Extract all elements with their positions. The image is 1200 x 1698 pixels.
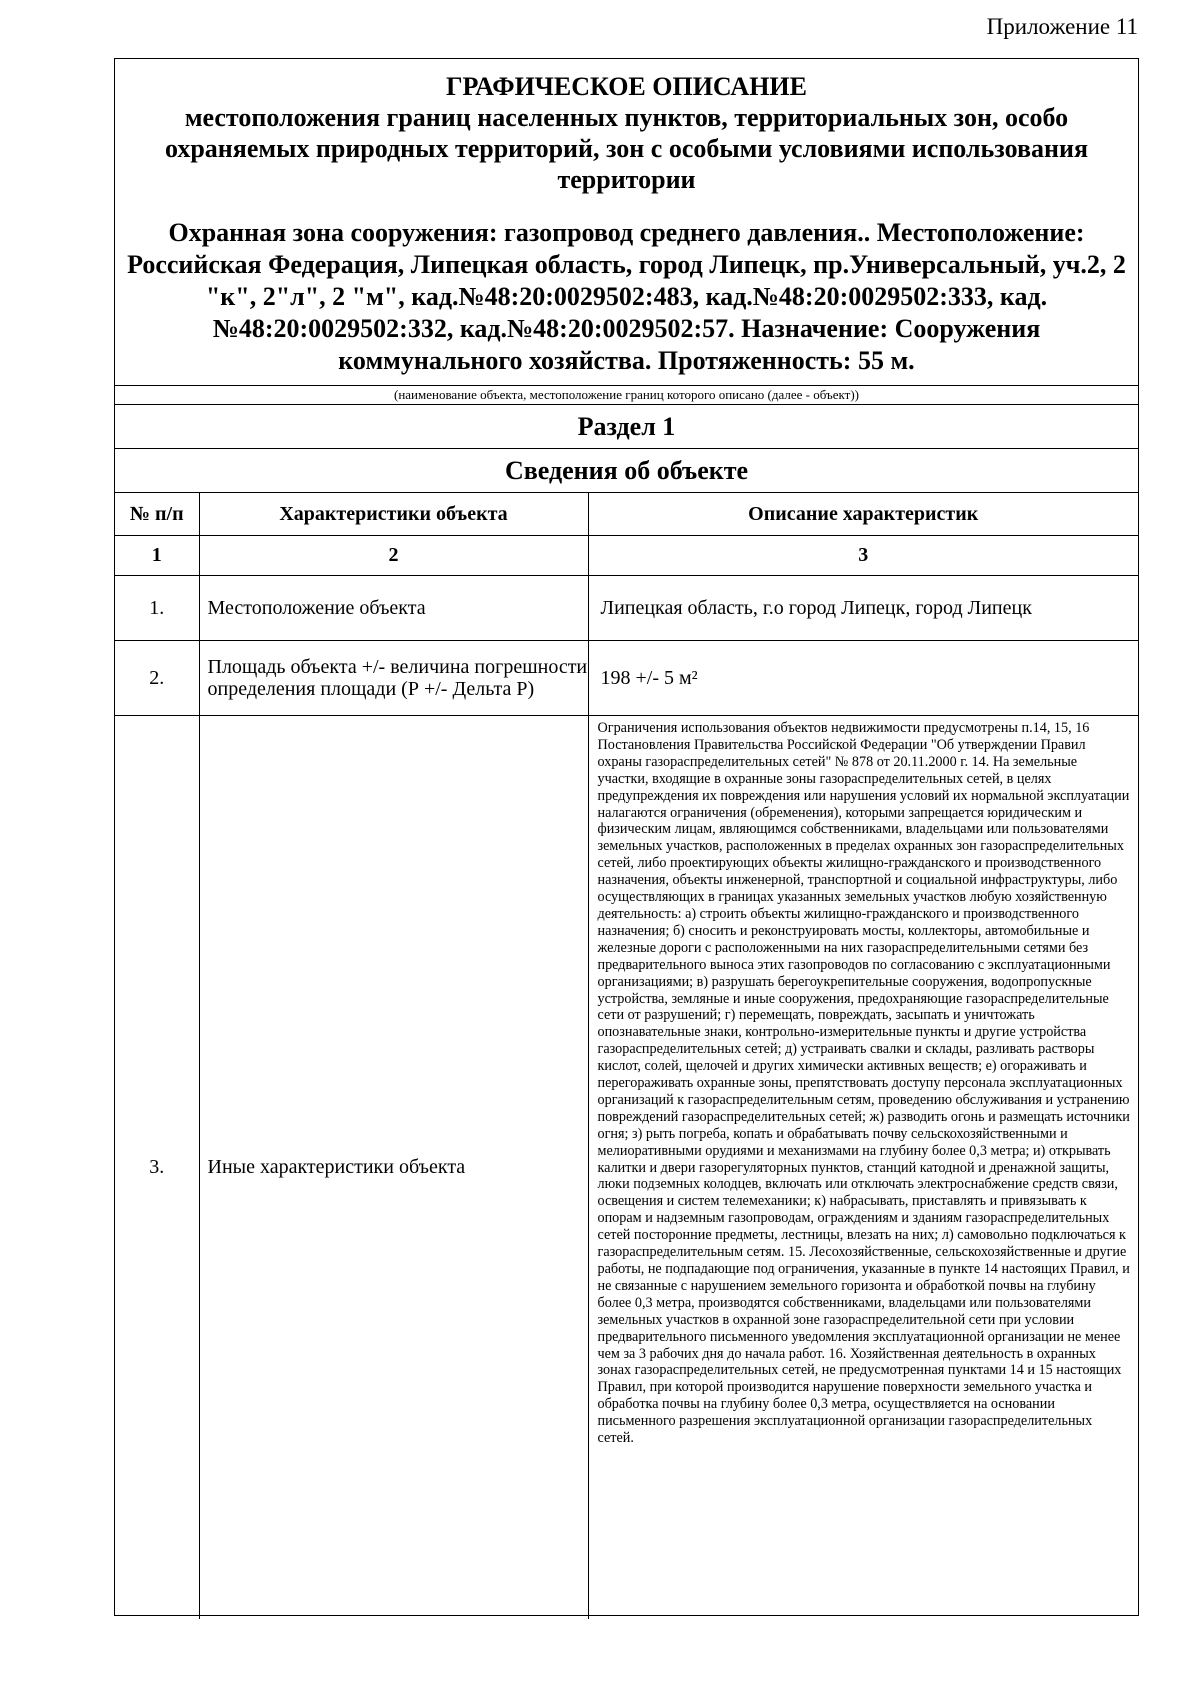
- object-info-table: [115, 492, 1138, 1619]
- document-header: [115, 59, 1138, 377]
- table-header-row: [115, 493, 1138, 536]
- object-description: Охранная зона сооружения: газопровод среднего давления.. Местоположение: Российская Федерация, Липецкая область, город Липецк, пр.Универсальный, уч.2, 2 "к", 2"л", 2 "м", кад.№48:20:0029502:483, кад.№48:20:0029502:333, кад.№48:20:0029502:332, кад.№48:20:0029502:57. Назначение: Сооружения коммунального хозяйства. Протяженность: 55 м.: [127, 218, 1126, 375]
- table-row: [115, 641, 1138, 716]
- column-number-2: 2: [199, 536, 588, 576]
- column-header-number: № п/п: [115, 493, 199, 536]
- document-subtitle: местоположения границ населенных пунктов, территориальных зон, особо охраняемых природных территорий, зон с особыми условиями использования территории: [164, 103, 1089, 194]
- document-title: ГРАФИЧЕСКОЕ ОПИСАНИЕ: [446, 72, 807, 101]
- document-frame: [114, 58, 1139, 1616]
- table-row: [115, 576, 1138, 641]
- section-title: Раздел 1: [115, 404, 1138, 448]
- row-number: 1.: [115, 576, 199, 641]
- row-number: 3.: [115, 716, 199, 1619]
- row-description: Липецкая область, г.о город Липецк, город Липецк: [588, 576, 1138, 641]
- row-characteristic: Иные характеристики объекта: [199, 716, 588, 1619]
- row-description: 198 +/- 5 м²: [588, 641, 1138, 716]
- column-number-row: [115, 536, 1138, 576]
- row-characteristic: Местоположение объекта: [199, 576, 588, 641]
- object-caption: (наименование объекта, местоположение границ которого описано (далее - объект)): [394, 387, 859, 402]
- table-row: [115, 716, 1138, 1619]
- row-characteristic: Площадь объекта +/- величина погрешности определения площади (Р +/- Дельта Р): [199, 641, 588, 716]
- column-number-1: 1: [115, 536, 199, 576]
- column-header-characteristic: Характеристики объекта: [199, 493, 588, 536]
- column-header-description: Описание характеристик: [588, 493, 1138, 536]
- row-number: 2.: [115, 641, 199, 716]
- column-number-3: 3: [588, 536, 1138, 576]
- appendix-label: Приложение 11: [986, 14, 1138, 39]
- row-description: Ограничения использования объектов недвижимости предусмотрены п.14, 15, 16 Постановления Правительства Российской Федерации "Об утверждении Правил охраны газораспределительных сетей" № 878 от 20.11.2000 г. 14. На земельные участки, входящие в охранные зоны газораспределительных сетей, в целях предупреждения их повреждения или нарушения условий их нормальной эксплуатации налагаются ограничения (обременения), которыми запрещается юридическим и физическим лицам, являющимся собственниками, владельцами или пользователями земельных участков, расположенных в пределах охранных зон газораспределительных сетей, либо проектирующих объекты жилищно-гражданского и производственного назначения, объекты инженерной, транспортной и социальной инфраструктуры, либо осуществляющих в границах указанных земельных участков любую хозяйственную деятельность: а) строить объекты жилищно-гражданского и производственного назначения; б) сносить и реконструировать мосты, коллекторы, автомобильные и железные дороги с расположенными на них газораспределительными сетями без предварительного выноса этих газопроводов по согласованию с эксплуатационными организациями; в) разрушать берегоукрепительные сооружения, водопропускные устройства, земляные и иные сооружения, предохраняющие газораспределительные сети от разрушений; г) перемещать, повреждать, засыпать и уничтожать опознавательные знаки, контрольно-измерительные пункты и другие устройства газораспределительных сетей; д) устраивать свалки и склады, разливать растворы кислот, солей, щелочей и других химически активных веществ; е) огораживать и перегораживать охранные зоны, препятствовать доступу персонала эксплуатационных организаций к газораспределительным сетям, проведению обслуживания и устранению повреждений газораспределительных сетей; ж) разводить огонь и размещать источники огня; з) рыть погреба, копать и обрабатывать почву сельскохозяйственными и мелиоративными орудиями и механизмами на глубину более 0,3 метра; и) открывать калитки и двери газорегуляторных пунктов, станций катодной и дренажной защиты, люки подземных колодцев, включать или отключать электроснабжение средств связи, освещения и систем телемеханики; к) набрасывать, приставлять и привязывать к опорам и надземным газопроводам, ограждениям и зданиям газораспределительных сетей посторонние предметы, лестницы, влезать на них; л) самовольно подключаться к газораспределительным сетям. 15. Лесохозяйственные, сельскохозяйственные и другие работы, не подпадающие под ограничения, указанные в пункте 14 настоящих Правил, и не связанные с нарушением земельного горизонта и обработкой почвы на глубину более 0,3 метра, производятся собственниками, владельцами или пользователями земельных участков в охранной зоне газораспределительной сети при условии предварительного письменного уведомления эксплуатационной организации не менее чем за 3 рабочих дня до начала работ. 16. Хозяйственная деятельность в охранных зонах газораспределительных сетей, не предусмотренная пунктами 14 и 15 настоящих Правил, при которой производится нарушение поверхности земельного участка и обработка почвы на глубину более 0,3 метра, осуществляется на основании письменного разрешения эксплуатационной организации газораспределительных сетей.: [588, 716, 1138, 1619]
- section-subtitle: Сведения об объекте: [115, 448, 1138, 492]
